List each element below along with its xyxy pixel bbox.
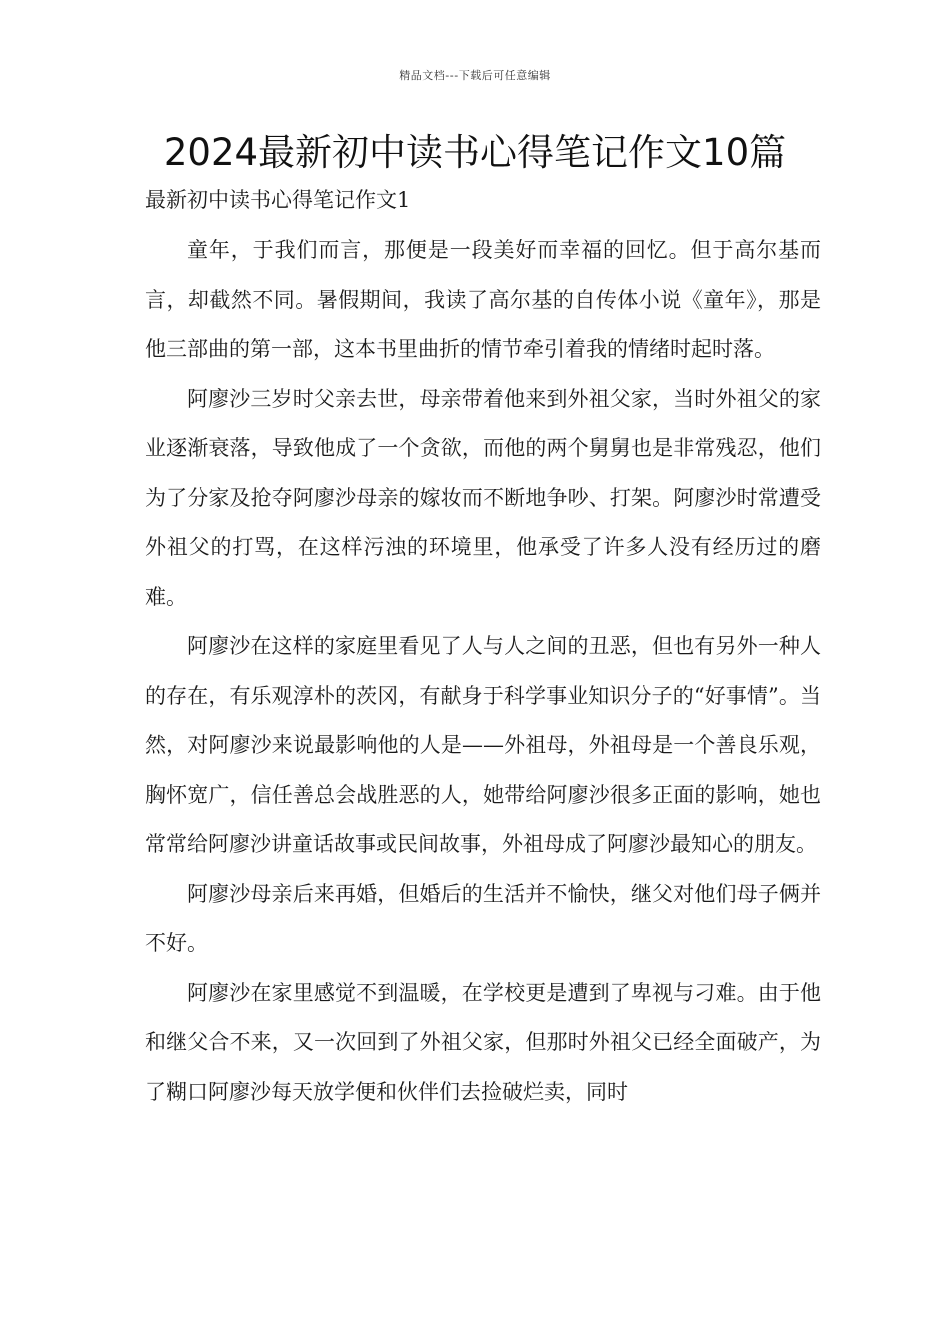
document-title: 2024最新初中读书心得笔记作文10篇 <box>163 131 787 174</box>
header-note: 精品文档---下载后可任意编辑 <box>399 69 551 82</box>
paragraph: 阿廖沙在这样的家庭里看见了人与人之间的丑恶，但也有另外一种人的存在，有乐观淳朴的茨冈，有献身于科学事业知识分子的“好事情”。当然，对阿廖沙来说最影响他的人是——外祖母，外祖母是一个善良乐观，胸怀宽广，信任善总会战胜恶的人，她带给阿廖沙很多正面的影响，她也常常给阿廖沙讲童话故事或民间故事，外祖母成了阿廖沙最知心的朋友。 <box>145 634 821 856</box>
paragraph: 童年，于我们而言，那便是一段美好而幸福的回忆。但于高尔基而言，却截然不同。暑假期间，我读了高尔基的自传体小说《童年》，那是他三部曲的第一部，这本书里曲折的情节牵引着我的情绪时起时落。 <box>145 238 821 361</box>
paragraph: 阿廖沙母亲后来再婚，但婚后的生活并不愉快，继父对他们母子俩并不好。 <box>145 881 821 955</box>
section-heading: 最新初中读书心得笔记作文1 <box>145 188 411 212</box>
paragraph: 阿廖沙在家里感觉不到温暖，在学校更是遭到了卑视与刁难。由于他和继父合不来，又一次回到了外祖父家，但那时外祖父已经全面破产，为了糊口阿廖沙每天放学便和伙伴们去捡破烂卖，同时 <box>145 980 821 1104</box>
paragraph: 阿廖沙三岁时父亲去世，母亲带着他来到外祖父家，当时外祖父的家业逐渐衰落，导致他成了一个贪欲，而他的两个舅舅也是非常残忍，他们为了分家及抢夺阿廖沙母亲的嫁妆而不断地争吵、打架。阿廖沙时常遭受外祖父的打骂，在这样污浊的环境里，他承受了许多人没有经历过的磨难。 <box>145 386 821 609</box>
body-text <box>145 226 821 1117</box>
